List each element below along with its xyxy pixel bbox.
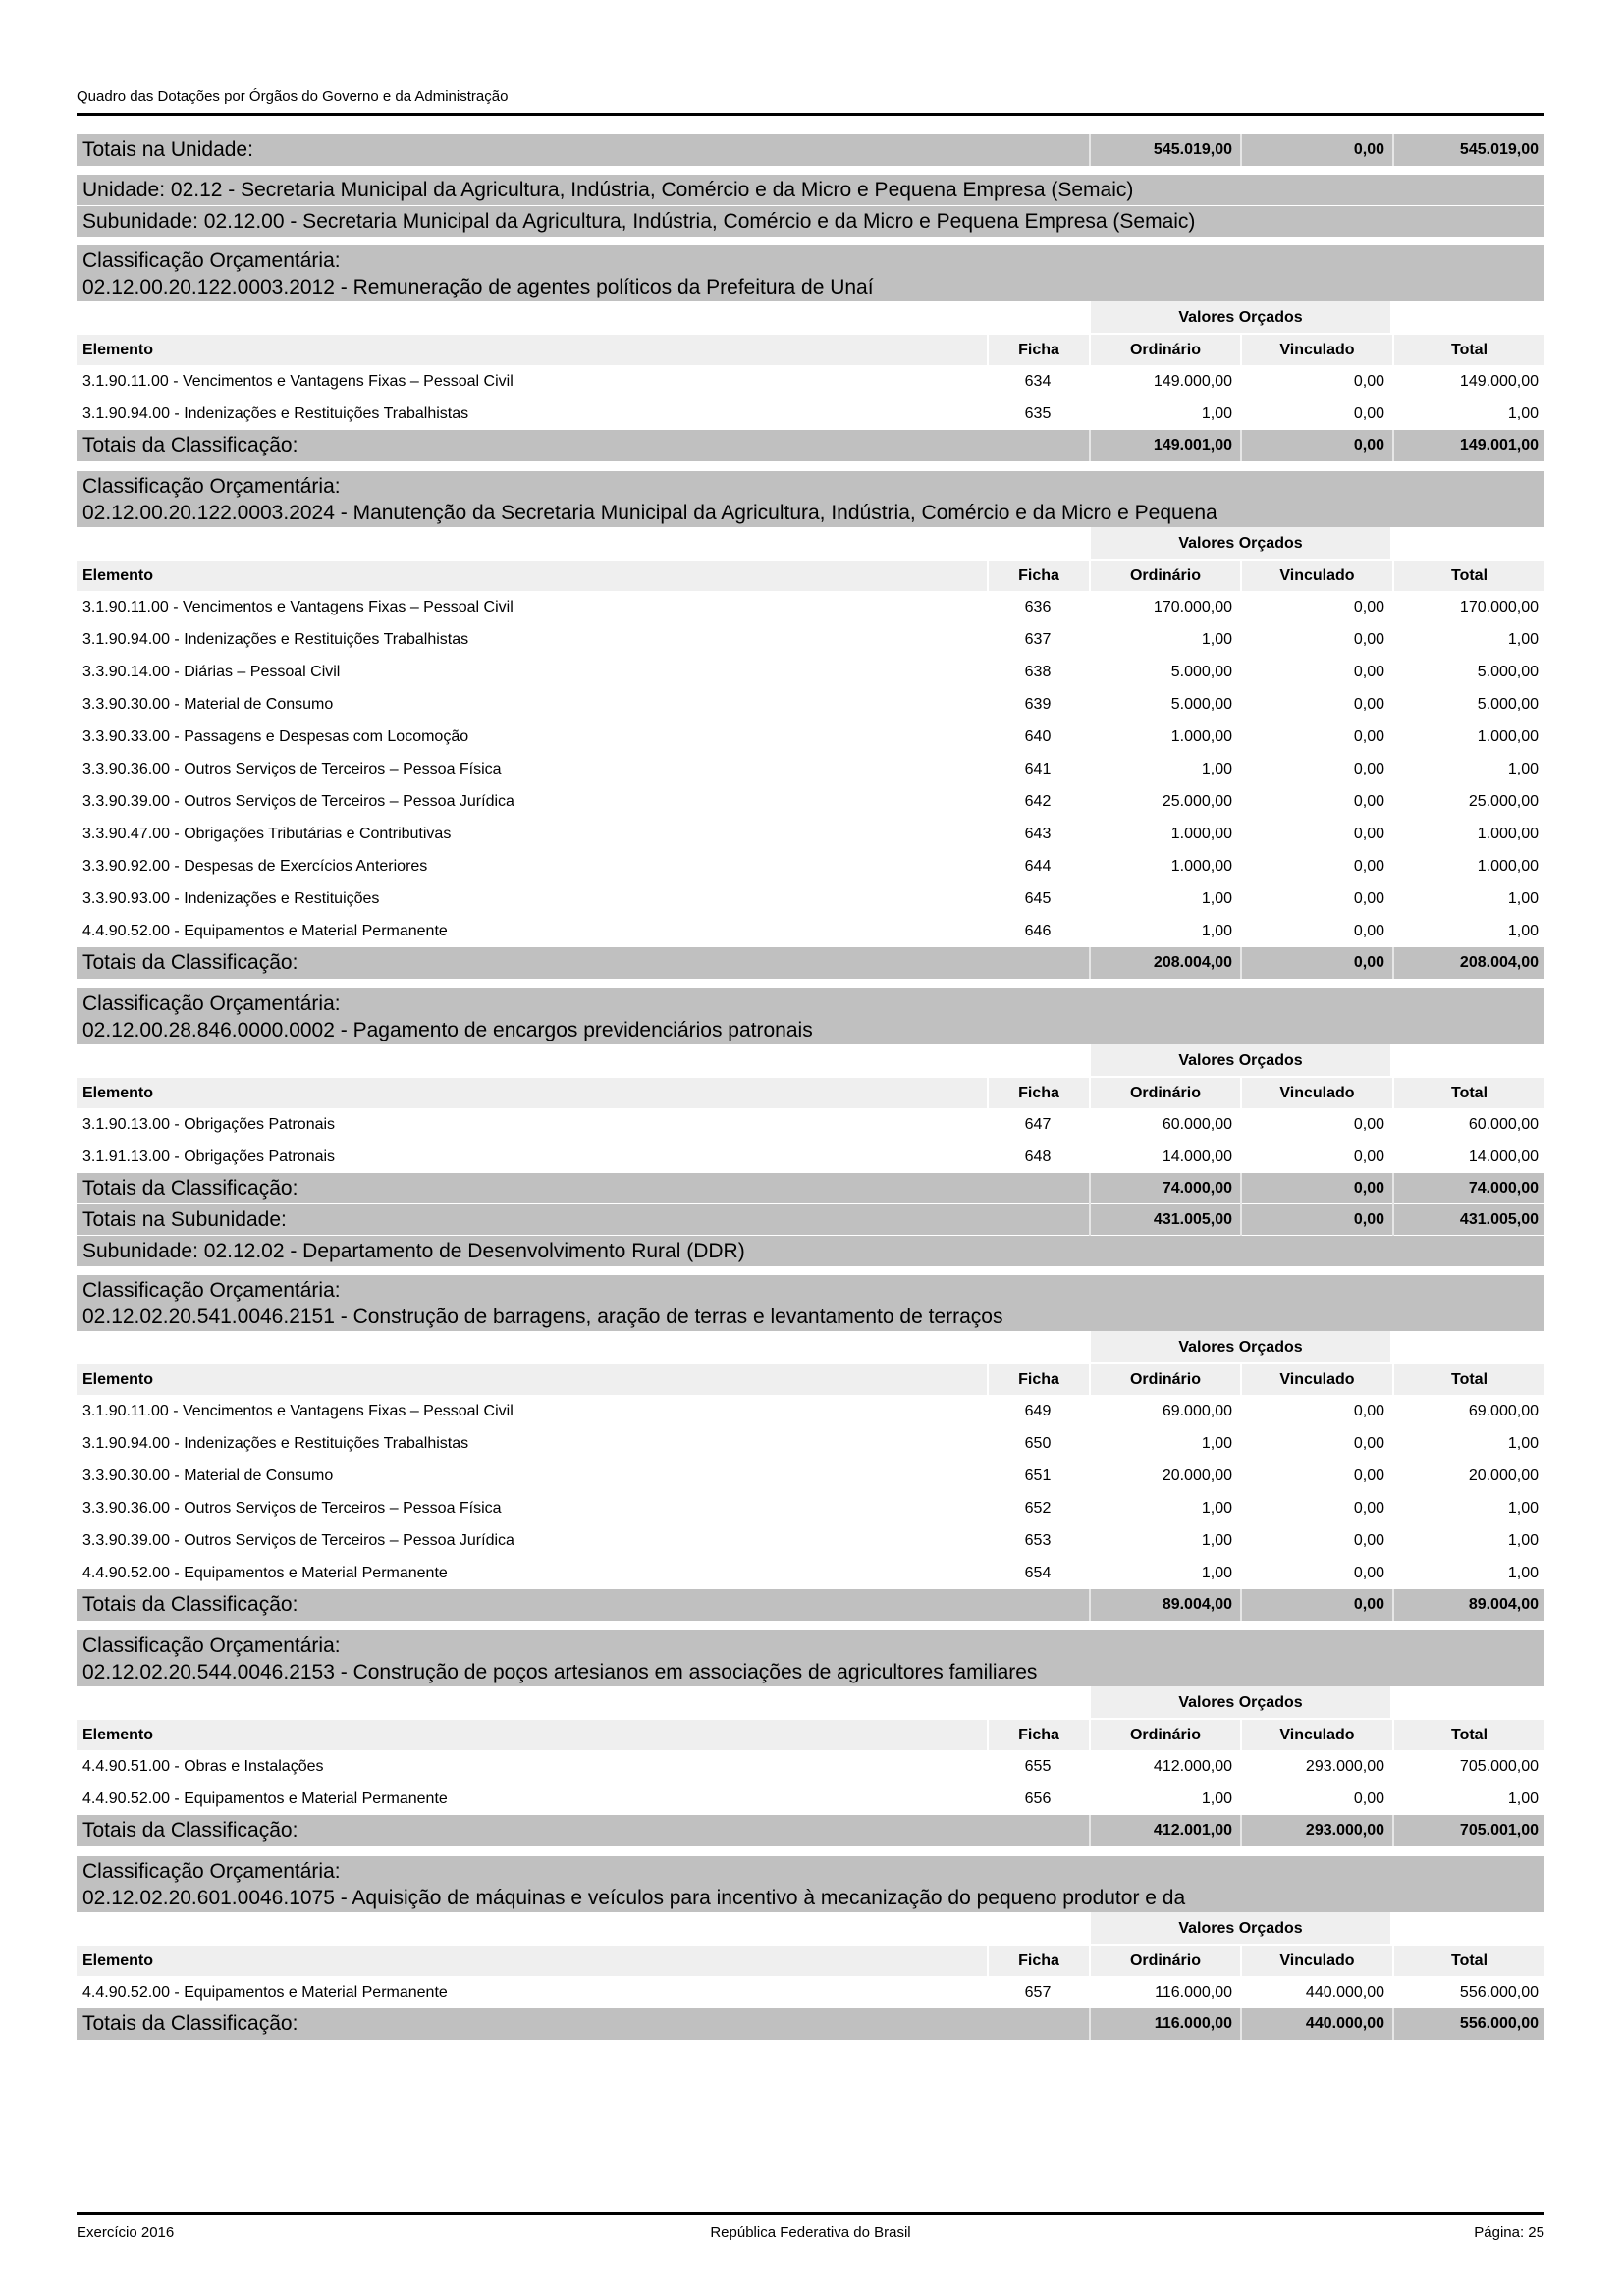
classification-totals-ordinario: 149.001,00	[1089, 430, 1240, 461]
column-header-row	[77, 1078, 1544, 1108]
col-header-ficha: Ficha	[987, 335, 1089, 365]
elemento-cell: 4.4.90.52.00 - Equipamentos e Material Permanente	[82, 1984, 448, 2001]
table-row	[77, 1783, 1544, 1815]
classification-totals-total: 705.001,00	[1392, 1815, 1544, 1846]
subunit-totals-label: Totais na Subunidade:	[82, 1207, 287, 1231]
ordinario-cell: 1.000,00	[1170, 858, 1232, 875]
ficha-cell: 657	[1024, 1984, 1052, 2001]
table-row	[77, 915, 1544, 947]
col-header-total: Total	[1392, 1078, 1544, 1108]
total-cell: 20.000,00	[1468, 1468, 1539, 1484]
classification-label: Classificação Orçamentária:	[82, 1634, 341, 1657]
ordinario-cell: 1,00	[1201, 1790, 1232, 1807]
ordinario-cell: 1.000,00	[1170, 728, 1232, 745]
classification-section	[77, 988, 1544, 1236]
elemento-cell: 3.1.90.94.00 - Indenizações e Restituições Trabalhistas	[82, 1435, 469, 1452]
ficha-cell: 641	[1024, 761, 1052, 777]
classification-section	[77, 1856, 1544, 2040]
col-header-vinculado: Vinculado	[1240, 335, 1392, 365]
ficha-cell: 643	[1024, 826, 1052, 842]
col-header-ficha: Ficha	[987, 561, 1089, 591]
footer-country: República Federativa do Brasil	[710, 2224, 911, 2241]
vinculado-cell: 0,00	[1353, 761, 1384, 777]
vinculado-cell: 0,00	[1353, 890, 1384, 907]
ficha-cell: 648	[1024, 1148, 1052, 1165]
total-cell: 1,00	[1507, 631, 1539, 648]
classification-totals-total: 149.001,00	[1392, 430, 1544, 461]
vinculado-cell: 0,00	[1353, 1565, 1384, 1581]
total-cell: 1,00	[1507, 1435, 1539, 1452]
elemento-cell: 3.3.90.14.00 - Diárias – Pessoal Civil	[82, 664, 341, 680]
valores-orcados-row	[77, 1912, 1544, 1946]
classification-code-title: 02.12.00.20.122.0003.2012 - Remuneração de agentes políticos da Prefeitura de Unaí	[82, 276, 874, 298]
total-cell: 14.000,00	[1468, 1148, 1539, 1165]
unit-totals-row	[77, 134, 1544, 166]
col-header-vinculado: Vinculado	[1240, 561, 1392, 591]
classification-totals-vinculado: 0,00	[1240, 1589, 1392, 1621]
col-header-vinculado: Vinculado	[1240, 1364, 1392, 1395]
column-header-row	[77, 1364, 1544, 1395]
footer-exercise: Exercício 2016	[77, 2224, 175, 2241]
col-header-total: Total	[1392, 1946, 1544, 1976]
classification-totals-ordinario: 74.000,00	[1089, 1173, 1240, 1204]
column-header-row	[77, 1946, 1544, 1976]
classification-totals-row	[77, 1589, 1544, 1621]
unit-totals-total: 545.019,00	[1392, 134, 1544, 166]
elemento-cell: 3.3.90.30.00 - Material de Consumo	[82, 1468, 334, 1484]
header-rule	[77, 113, 1544, 116]
classification-title	[77, 1275, 1544, 1331]
valores-orcados-header: Valores Orçados	[1089, 1912, 1392, 1946]
ordinario-cell: 14.000,00	[1162, 1148, 1232, 1165]
total-cell: 5.000,00	[1477, 664, 1539, 680]
ordinario-cell: 1,00	[1201, 1565, 1232, 1581]
ficha-cell: 640	[1024, 728, 1052, 745]
ordinario-cell: 60.000,00	[1162, 1116, 1232, 1133]
unit-totals-label: Totais na Unidade:	[82, 138, 253, 161]
classification-totals-total: 74.000,00	[1392, 1173, 1544, 1204]
col-header-ordinario: Ordinário	[1089, 561, 1240, 591]
elemento-cell: 3.1.91.13.00 - Obrigações Patronais	[82, 1148, 336, 1165]
page-header	[77, 86, 1544, 116]
ordinario-cell: 1,00	[1201, 631, 1232, 648]
vinculado-cell: 0,00	[1353, 405, 1384, 422]
col-header-elemento: Elemento	[82, 567, 154, 584]
classification-totals-total: 89.004,00	[1392, 1589, 1544, 1621]
classification-totals-label: Totais da Classificação:	[82, 1176, 298, 1200]
classification-code-title: 02.12.00.28.846.0000.0002 - Pagamento de encargos previdenciários patronais	[82, 1019, 813, 1041]
classification-section	[77, 1275, 1544, 1621]
classification-title	[77, 245, 1544, 301]
ficha-cell: 653	[1024, 1532, 1052, 1549]
ordinario-cell: 1.000,00	[1170, 826, 1232, 842]
total-cell: 1,00	[1507, 1565, 1539, 1581]
total-cell: 1,00	[1507, 761, 1539, 777]
unit-totals-vinculado: 0,00	[1240, 134, 1392, 166]
classification-totals-vinculado: 0,00	[1240, 947, 1392, 979]
col-header-vinculado: Vinculado	[1240, 1720, 1392, 1750]
classification-section	[77, 1630, 1544, 1846]
elemento-cell: 4.4.90.52.00 - Equipamentos e Material Permanente	[82, 1790, 448, 1807]
classification-totals-label: Totais da Classificação:	[82, 1593, 298, 1616]
vinculado-cell: 0,00	[1353, 1435, 1384, 1452]
classification-totals-ordinario: 116.000,00	[1089, 2008, 1240, 2040]
subunidade-header: Subunidade: 02.12.00 - Secretaria Municipal da Agricultura, Indústria, Comércio e da Micro e Pequena Empresa (Semaic)	[77, 206, 1544, 237]
ficha-cell: 651	[1024, 1468, 1052, 1484]
classification-section	[77, 471, 1544, 979]
classification-totals-total: 556.000,00	[1392, 2008, 1544, 2040]
spacer	[77, 527, 1089, 561]
vinculado-cell: 0,00	[1353, 1790, 1384, 1807]
classification-totals-vinculado: 440.000,00	[1240, 2008, 1392, 2040]
classification-totals-ordinario: 412.001,00	[1089, 1815, 1240, 1846]
col-header-ordinario: Ordinário	[1089, 1720, 1240, 1750]
valores-orcados-row	[77, 1044, 1544, 1078]
valores-orcados-header: Valores Orçados	[1089, 301, 1392, 335]
total-cell: 25.000,00	[1468, 793, 1539, 810]
vinculado-cell: 0,00	[1353, 728, 1384, 745]
table-row	[77, 882, 1544, 915]
total-cell: 1,00	[1507, 890, 1539, 907]
ordinario-cell: 149.000,00	[1153, 373, 1232, 390]
classification-section	[77, 245, 1544, 461]
classification-totals-row	[77, 1173, 1544, 1204]
ficha-cell: 652	[1024, 1500, 1052, 1517]
classification-totals-vinculado: 0,00	[1240, 1173, 1392, 1204]
ficha-cell: 650	[1024, 1435, 1052, 1452]
unidade-header: Unidade: 02.12 - Secretaria Municipal da Agricultura, Indústria, Comércio e da Micro e Pequena Empresa (Semaic)	[77, 175, 1544, 206]
col-header-elemento: Elemento	[82, 342, 154, 358]
ordinario-cell: 1,00	[1201, 923, 1232, 939]
subunit-totals-total: 431.005,00	[1392, 1204, 1544, 1236]
total-cell: 1.000,00	[1477, 826, 1539, 842]
table-row	[77, 1108, 1544, 1141]
elemento-cell: 3.1.90.13.00 - Obrigações Patronais	[82, 1116, 336, 1133]
column-header-row	[77, 1720, 1544, 1750]
valores-orcados-row	[77, 1331, 1544, 1364]
spacer	[77, 1331, 1089, 1364]
classification-totals-label: Totais da Classificação:	[82, 2012, 298, 2035]
ficha-cell: 649	[1024, 1403, 1052, 1419]
total-cell: 69.000,00	[1468, 1403, 1539, 1419]
elemento-cell: 3.3.90.47.00 - Obrigações Tributárias e Contributivas	[82, 826, 452, 842]
classification-totals-ordinario: 89.004,00	[1089, 1589, 1240, 1621]
col-header-vinculado: Vinculado	[1240, 1078, 1392, 1108]
total-cell: 149.000,00	[1459, 373, 1539, 390]
vinculado-cell: 0,00	[1353, 826, 1384, 842]
classification-totals-row	[77, 1815, 1544, 1846]
elemento-cell: 3.3.90.92.00 - Despesas de Exercícios Anteriores	[82, 858, 428, 875]
subunit-totals-row	[77, 1204, 1544, 1236]
classification-totals-vinculado: 0,00	[1240, 430, 1392, 461]
ordinario-cell: 25.000,00	[1162, 793, 1232, 810]
ficha-cell: 642	[1024, 793, 1052, 810]
ficha-cell: 646	[1024, 923, 1052, 939]
elemento-cell: 3.1.90.11.00 - Vencimentos e Vantagens Fixas – Pessoal Civil	[82, 599, 514, 615]
table-row	[77, 721, 1544, 753]
valores-orcados-header: Valores Orçados	[1089, 1686, 1392, 1720]
classification-code-title: 02.12.02.20.601.0046.1075 - Aquisição de máquinas e veículos para incentivo à mecanização do pequeno produtor e da	[82, 1887, 1186, 1909]
vinculado-cell: 0,00	[1353, 696, 1384, 713]
subunidade-header: Subunidade: 02.12.02 - Departamento de Desenvolvimento Rural (DDR)	[77, 1236, 1544, 1266]
vinculado-cell: 0,00	[1353, 664, 1384, 680]
table-row	[77, 1492, 1544, 1524]
elemento-cell: 4.4.90.52.00 - Equipamentos e Material Permanente	[82, 1565, 448, 1581]
table-row	[77, 1750, 1544, 1783]
ficha-cell: 654	[1024, 1565, 1052, 1581]
ficha-cell: 644	[1024, 858, 1052, 875]
total-cell: 1,00	[1507, 923, 1539, 939]
classification-totals-total: 208.004,00	[1392, 947, 1544, 979]
elemento-cell: 3.3.90.36.00 - Outros Serviços de Terceiros – Pessoa Física	[82, 761, 502, 777]
vinculado-cell: 0,00	[1353, 858, 1384, 875]
total-cell: 170.000,00	[1459, 599, 1539, 615]
table-row	[77, 785, 1544, 818]
total-cell: 556.000,00	[1459, 1984, 1539, 2001]
total-cell: 1,00	[1507, 405, 1539, 422]
col-header-ficha: Ficha	[987, 1946, 1089, 1976]
vinculado-cell: 0,00	[1353, 1403, 1384, 1419]
classification-title	[77, 471, 1544, 527]
col-header-vinculado: Vinculado	[1240, 1946, 1392, 1976]
elemento-cell: 4.4.90.51.00 - Obras e Instalações	[82, 1758, 324, 1775]
total-cell: 1,00	[1507, 1790, 1539, 1807]
ficha-cell: 634	[1024, 373, 1052, 390]
ordinario-cell: 1,00	[1201, 405, 1232, 422]
page-footer	[77, 2212, 1544, 2241]
table-row	[77, 1460, 1544, 1492]
classification-code-title: 02.12.00.20.122.0003.2024 - Manutenção da Secretaria Municipal da Agricultura, Indústria, Comércio e da Micro e Pequena	[82, 502, 1217, 524]
ficha-cell: 635	[1024, 405, 1052, 422]
spacer	[77, 1044, 1089, 1078]
col-header-elemento: Elemento	[82, 1371, 154, 1388]
elemento-cell: 3.3.90.93.00 - Indenizações e Restituições	[82, 890, 380, 907]
valores-orcados-header: Valores Orçados	[1089, 1331, 1392, 1364]
spacer	[77, 1912, 1089, 1946]
classification-code-title: 02.12.02.20.541.0046.2151 - Construção de barragens, aração de terras e levantamento de terraços	[82, 1306, 1003, 1328]
vinculado-cell: 0,00	[1353, 1500, 1384, 1517]
table-row	[77, 1141, 1544, 1173]
vinculado-cell: 293.000,00	[1305, 1758, 1384, 1775]
elemento-cell: 3.1.90.94.00 - Indenizações e Restituições Trabalhistas	[82, 405, 469, 422]
table-row	[77, 1395, 1544, 1427]
ficha-cell: 656	[1024, 1790, 1052, 1807]
table-row	[77, 688, 1544, 721]
table-row	[77, 1557, 1544, 1589]
spacer	[77, 1266, 1544, 1275]
classification-title	[77, 1856, 1544, 1912]
vinculado-cell: 0,00	[1353, 923, 1384, 939]
classification-totals-row	[77, 430, 1544, 461]
ordinario-cell: 5.000,00	[1170, 696, 1232, 713]
unit-totals-ordinario: 545.019,00	[1089, 134, 1240, 166]
table-row	[77, 850, 1544, 882]
ficha-cell: 638	[1024, 664, 1052, 680]
vinculado-cell: 0,00	[1353, 599, 1384, 615]
classification-label: Classificação Orçamentária:	[82, 249, 341, 272]
subunit-totals-ordinario: 431.005,00	[1089, 1204, 1240, 1236]
ficha-cell: 645	[1024, 890, 1052, 907]
total-cell: 60.000,00	[1468, 1116, 1539, 1133]
col-header-total: Total	[1392, 335, 1544, 365]
col-header-elemento: Elemento	[82, 1952, 154, 1969]
valores-orcados-header: Valores Orçados	[1089, 527, 1392, 561]
valores-orcados-row	[77, 1686, 1544, 1720]
classification-label: Classificação Orçamentária:	[82, 475, 341, 498]
col-header-ficha: Ficha	[987, 1720, 1089, 1750]
ordinario-cell: 1,00	[1201, 761, 1232, 777]
elemento-cell: 3.1.90.94.00 - Indenizações e Restituições Trabalhistas	[82, 631, 469, 648]
ficha-cell: 655	[1024, 1758, 1052, 1775]
ficha-cell: 637	[1024, 631, 1052, 648]
vinculado-cell: 0,00	[1353, 1468, 1384, 1484]
ordinario-cell: 116.000,00	[1155, 1984, 1232, 2001]
elemento-cell: 3.1.90.11.00 - Vencimentos e Vantagens Fixas – Pessoal Civil	[82, 373, 514, 390]
classification-totals-vinculado: 293.000,00	[1240, 1815, 1392, 1846]
ordinario-cell: 69.000,00	[1162, 1403, 1232, 1419]
ordinario-cell: 1,00	[1201, 1532, 1232, 1549]
ordinario-cell: 1,00	[1201, 890, 1232, 907]
classification-totals-row	[77, 947, 1544, 979]
total-cell: 5.000,00	[1477, 696, 1539, 713]
elemento-cell: 3.1.90.11.00 - Vencimentos e Vantagens Fixas – Pessoal Civil	[82, 1403, 514, 1419]
total-cell: 1.000,00	[1477, 858, 1539, 875]
total-cell: 1,00	[1507, 1532, 1539, 1549]
elemento-cell: 3.3.90.39.00 - Outros Serviços de Terceiros – Pessoa Jurídica	[82, 793, 514, 810]
report-title: Quadro das Dotações por Órgãos do Governo e da Administração	[77, 88, 509, 105]
ordinario-cell: 20.000,00	[1162, 1468, 1232, 1484]
column-header-row	[77, 561, 1544, 591]
classification-totals-row	[77, 2008, 1544, 2040]
report-content	[77, 134, 1544, 2050]
classification-title	[77, 1630, 1544, 1686]
spacer	[77, 237, 1544, 245]
col-header-ordinario: Ordinário	[1089, 1078, 1240, 1108]
elemento-cell: 3.3.90.30.00 - Material de Consumo	[82, 696, 334, 713]
spacer	[77, 301, 1089, 335]
subunit-list	[77, 206, 1544, 2040]
col-header-ordinario: Ordinário	[1089, 1946, 1240, 1976]
table-row	[77, 365, 1544, 398]
col-header-ficha: Ficha	[987, 1364, 1089, 1395]
classification-title	[77, 988, 1544, 1044]
classification-totals-label: Totais da Classificação:	[82, 1819, 298, 1842]
table-row	[77, 753, 1544, 785]
ordinario-cell: 170.000,00	[1153, 599, 1232, 615]
classification-code-title: 02.12.02.20.544.0046.2153 - Construção de poços artesianos em associações de agricultores familiares	[82, 1661, 1038, 1683]
ordinario-cell: 1,00	[1201, 1500, 1232, 1517]
col-header-ficha: Ficha	[987, 1078, 1089, 1108]
col-header-total: Total	[1392, 1720, 1544, 1750]
classification-label: Classificação Orçamentária:	[82, 992, 341, 1015]
classification-totals-label: Totais da Classificação:	[82, 951, 298, 974]
col-header-total: Total	[1392, 1364, 1544, 1395]
vinculado-cell: 0,00	[1353, 1148, 1384, 1165]
vinculado-cell: 0,00	[1353, 793, 1384, 810]
subunit-totals-vinculado: 0,00	[1240, 1204, 1392, 1236]
col-header-total: Total	[1392, 561, 1544, 591]
classification-totals-label: Totais da Classificação:	[82, 434, 298, 456]
table-row	[77, 1976, 1544, 2008]
column-header-row	[77, 335, 1544, 365]
vinculado-cell: 0,00	[1353, 373, 1384, 390]
ficha-cell: 647	[1024, 1116, 1052, 1133]
classification-label: Classificação Orçamentária:	[82, 1860, 341, 1883]
ficha-cell: 636	[1024, 599, 1052, 615]
classification-totals-ordinario: 208.004,00	[1089, 947, 1240, 979]
vinculado-cell: 0,00	[1353, 631, 1384, 648]
table-row	[77, 1427, 1544, 1460]
col-header-elemento: Elemento	[82, 1085, 154, 1101]
table-row	[77, 818, 1544, 850]
elemento-cell: 4.4.90.52.00 - Equipamentos e Material Permanente	[82, 923, 448, 939]
spacer	[77, 1686, 1089, 1720]
ficha-cell: 639	[1024, 696, 1052, 713]
elemento-cell: 3.3.90.39.00 - Outros Serviços de Terceiros – Pessoa Jurídica	[82, 1532, 514, 1549]
vinculado-cell: 0,00	[1353, 1116, 1384, 1133]
vinculado-cell: 440.000,00	[1305, 1984, 1384, 2001]
valores-orcados-header: Valores Orçados	[1089, 1044, 1392, 1078]
col-header-ordinario: Ordinário	[1089, 335, 1240, 365]
elemento-cell: 3.3.90.33.00 - Passagens e Despesas com Locomoção	[82, 728, 469, 745]
ordinario-cell: 412.000,00	[1153, 1758, 1232, 1775]
footer-page-number: Página: 25	[1474, 2224, 1544, 2241]
classification-label: Classificação Orçamentária:	[82, 1279, 341, 1302]
valores-orcados-row	[77, 301, 1544, 335]
elemento-cell: 3.3.90.36.00 - Outros Serviços de Terceiros – Pessoa Física	[82, 1500, 502, 1517]
table-row	[77, 656, 1544, 688]
total-cell: 1,00	[1507, 1500, 1539, 1517]
ordinario-cell: 5.000,00	[1170, 664, 1232, 680]
table-row	[77, 591, 1544, 623]
total-cell: 705.000,00	[1459, 1758, 1539, 1775]
valores-orcados-row	[77, 527, 1544, 561]
ordinario-cell: 1,00	[1201, 1435, 1232, 1452]
col-header-ordinario: Ordinário	[1089, 1364, 1240, 1395]
table-row	[77, 1524, 1544, 1557]
vinculado-cell: 0,00	[1353, 1532, 1384, 1549]
table-row	[77, 398, 1544, 430]
table-row	[77, 623, 1544, 656]
col-header-elemento: Elemento	[82, 1727, 154, 1743]
total-cell: 1.000,00	[1477, 728, 1539, 745]
